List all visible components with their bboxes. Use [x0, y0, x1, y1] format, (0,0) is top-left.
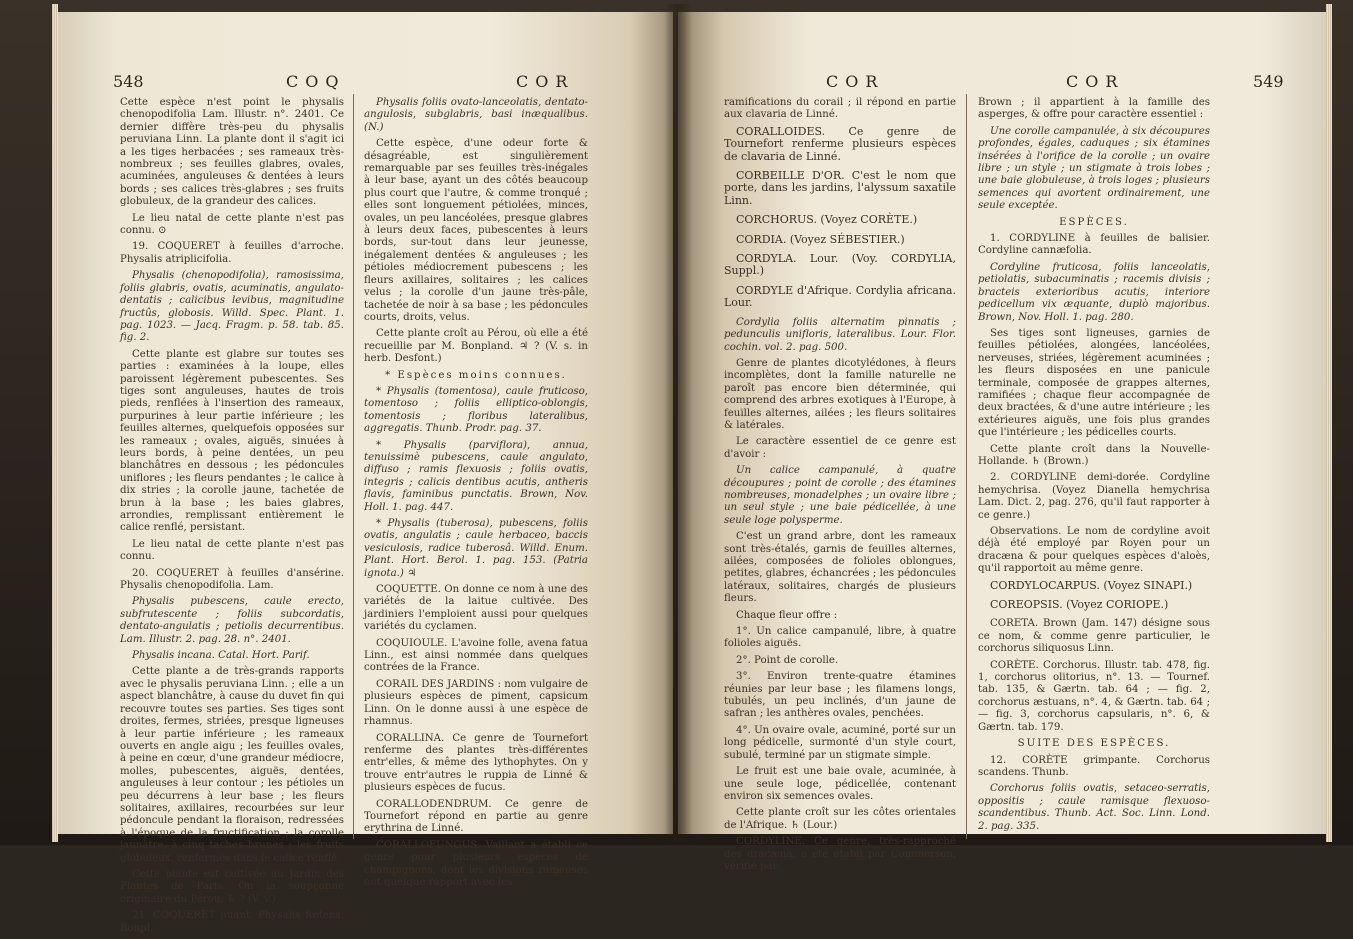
- paragraph: Le lieu natal de cette plante n'est pas connu.: [120, 538, 344, 563]
- paragraph: Physalis pubescens, caule erecto, subfrutescente ; foliis subcordatis, dentato-angulatis ; petiolis decurrentibus. Lam. Illustr. 2. pag. 28. n°. 2401.: [120, 596, 344, 645]
- paragraph: Cette espèce n'est point le physalis chenopodifolia Lam. Illustr. n°. 2401. Ce dernier diffère très-peu du physalis peruviana Linn. La plante dont il s'agit ici a les tiges herbacées ; ses rameaux très-nombreux ; ses feuilles glabres, ovales, acuminées, anguleuses & dentées à leurs bords ; ses calices très-glabres ; ses fruits globuleux, de la grandeur des calices.: [120, 97, 344, 208]
- column-rule: [966, 94, 967, 839]
- left-column-a: [120, 97, 344, 939]
- left-column-b: [364, 97, 588, 893]
- paragraph: CORETA. Brown (Jam. 147) désigne sous ce nom, & comme genre particulier, le corchorus siliquosus Linn.: [978, 618, 1210, 655]
- paragraph: CORALLINA. Ce genre de Tournefort renferme des plantes très-différentes entr'elles, & même des lythophytes. On y trouve entr'autres le ruppia de Linné & plusieurs espèces de fucus.: [364, 732, 588, 794]
- paragraph: CORAIL DES JARDINS : nom vulgaire de plusieurs espèces de piment, capsicum Linn. On le donne aussi à une espèce de rhamnus.: [364, 678, 588, 728]
- column-rule: [353, 94, 354, 839]
- paragraph: 20. COQUERET à feuilles d'ansérine. Physalis chenopodifolia. Lam.: [120, 567, 344, 592]
- paragraph: Cette plante croît au Pérou, où elle a été recueillie par M. Bonpland. ♃ ? (V. s. in herb. Desfont.): [364, 328, 588, 365]
- paragraph: Cette plante croît dans la Nouvelle-Hollande. ♄ (Brown.): [978, 443, 1210, 467]
- paragraph: Ses tiges sont ligneuses, garnies de feuilles pétiolées, alongées, lancéolées, nerveuses, striées, légèrement acuminées ; les fleurs disposées en une panicule terminale, composée de grappes alternes, ramifiées ; chaque fleur accompagnée de deux bractées, & d'une autre intérieure ; les extérieures aiguës, une fois plus grandes que l'intérieure ; les pédicelles courts.: [978, 327, 1210, 439]
- paragraph: 12. CORÈTE grimpante. Corchorus scandens. Thunb.: [978, 754, 1210, 778]
- paragraph: Brown ; il appartient à la famille des asperges, & offre pour caractère essentiel :: [978, 97, 1210, 121]
- paragraph: 1°. Un calice campanulé, libre, à quatre folioles aiguës.: [724, 626, 956, 650]
- paragraph: ramifications du corail ; il répond en partie aux clavaria de Linné.: [724, 97, 956, 121]
- paragraph: Cette plante croît sur les côtes orientales de l'Afrique. ♄ (Lour.): [724, 807, 956, 831]
- paragraph: Physalis (chenopodifolia), ramosissima, foliis glabris, ovatis, acuminatis, angulato-dentatis ; calicibus levibus, magnitudine fructûs, globosis. Willd. Spec. Plant. 1. pag. 1023. — Jacq. Fragm. p. 58. tab. 85. fig. 2.: [120, 270, 344, 344]
- paragraph: Cordyline fruticosa, foliis lanceolatis, petiolatis, subacuminatis ; racemis divisis ; bracteis exterioribus acutis, interiore pedicellum vix æquante, duplò majoribus. Brown, Nov. Holl. 1. pag. 280.: [978, 261, 1210, 323]
- left-running-head-b: COR: [516, 72, 575, 91]
- paragraph: CORÈTE. Corchorus. Illustr. tab. 478, fig. 1, corchorus olitorius, n°. 13. — Tournef. tab. 135, & Gærtn. tab. 64 ; — fig. 2, corchorus æstuans, n°. 4, & Gærtn. tab. 64 ; — fig. 3, corchorus capsularis, n°. 6, & Gærtn. tab. 179.: [978, 659, 1210, 733]
- paragraph: Physalis incana. Catal. Hort. Parif.: [132, 650, 310, 662]
- paragraph: Cette espèce, d'une odeur forte & désagréable, est singulièrement remarquable par ses feuilles très-inégales à leur base, ayant un des côtés beaucoup plus court que l'autre, & comme tronqué ; elles sont longuement pétiolées, minces, ovales, un peu lancéolées, presque glabres à leurs deux faces, pubescentes à leurs bords, sur-tout dans leur jeunesse, inégalement dentées & anguleuses ; les pétioles médiocrement pubescens ; les fleurs axillaires, solitaires ; les calices velus ; la corolle d'un jaune très-pâle, tachetée de noir à sa base ; les pédoncules courts, droits, velus.: [364, 138, 588, 323]
- paragraph: Le lieu natal de cette plante n'est pas connu. ⊙: [120, 212, 344, 237]
- paragraph: CORBEILLE D'OR. C'est le nom que porte, dans les jardins, l'alyssum saxatile Linn.: [724, 169, 956, 207]
- right-running-head-b: COR: [1066, 72, 1125, 91]
- paragraph: CORDYLE d'Afrique. Cordylia africana. Lour.: [724, 283, 956, 310]
- paragraph: CORALLOFUNGUS. Vaillant a établi ce genre pour plusieurs espèces de champignons, dont les divisions rameuses ont quelque rapport avec les: [364, 839, 588, 888]
- paragraph: 2°. Point de corolle.: [736, 654, 839, 666]
- paragraph: Corchorus foliis ovatis, setaceo-serratis, oppositis ; caule ramisque flexuoso-scandentibus. Thunb. Act. Soc. Linn. Lond. 2. pag. 335.: [978, 783, 1210, 832]
- right-running-head-a: COR: [826, 72, 885, 91]
- paragraph: 3°. Environ trente-quatre étamines réunies par leur base ; les filamens longs, tubulés, un peu inclinés, d'un jaune de safran ; les anthères ovales, penchées.: [724, 671, 956, 720]
- paragraph: 19. COQUERET à feuilles d'arroche. Physalis atriplicifolia.: [120, 241, 344, 265]
- paragraph: COQUIOULE. L'avoine folle, avena fatua Linn., est ainsi nommée dans quelques contrées de la France.: [364, 637, 588, 674]
- open-book: [58, 4, 1328, 934]
- paragraph: SUITE DES ESPÈCES.: [1017, 738, 1171, 750]
- paragraph: Cette plante a de très-grands rapports avec le physalis peruviana Linn. ; elle a un aspect blanchâtre, à cause du duvet fin qui recouvre toutes ses parties. Ses tiges sont droites, fermes, striées, presque ligneuses à leur partie inférieure ; les rameaux ouverts en angle aigu ; les feuilles ovales, à peine en cœur, d'une grandeur médiocre, molles, pubescentes, aiguës, dentées, anguleuses à leur contour ; les pétioles un peu décurrens à leur base ; les fleurs solitaires, axillaires, recourbées sur leur pédoncule pendant la floraison, redressées à l'époque de la fructification ; la corolle jaunâtre, à cinq taches brunes ; les fruits globuleux, renfermés dans le calice renflé.: [120, 666, 344, 864]
- paragraph: Physalis foliis ovato-lanceolatis, dentato-angulosis, subglabris, basi inæqualibus. (N.): [364, 97, 588, 133]
- right-column-a: [724, 97, 956, 877]
- paragraph: CORALLODENDRUM. Ce genre de Tournefort répond en partie au genre erythrina de Linné.: [364, 798, 588, 835]
- paragraph: * Physalis (tomentosa), caule fruticoso, tomentoso ; foliis elliptico-oblongis, tomentosis ; floribus lateralibus, aggregatis. Thunb. Prodr. pag. 37.: [364, 385, 588, 435]
- paragraph: * Espèces moins connues.: [385, 369, 567, 381]
- paragraph: 1. CORDYLINE à feuilles de balisier. Cordyline cannæfolia.: [978, 233, 1210, 257]
- right-page-stack: [1326, 4, 1332, 842]
- paragraph: ESPÈCES.: [1059, 216, 1129, 228]
- paragraph: Une corolle campanulée, à six découpures profondes, égales, caduques ; six étamines insérées à l'orifice de la corolle ; un ovaire libre ; un style ; un stigmate à trois lobes ; une baie globuleuse, à trois loges ; plusieurs semences qui avortent ordinairement, une seule exceptée.: [978, 125, 1210, 212]
- left-running-head-a: COQ: [286, 72, 346, 91]
- paragraph: CORDYLA. Lour. (Voy. CORDYLIA, Suppl.): [724, 252, 956, 278]
- paragraph: CORDYLOCARPUS. (Voyez SINAPI.): [990, 578, 1193, 592]
- paragraph: COREOPSIS. (Voyez CORIOPE.): [990, 598, 1169, 612]
- paragraph: Le fruit est une baie ovale, acuminée, à une seule loge, pédicellée, contenant environ six semences ovales.: [724, 766, 956, 802]
- paragraph: * Physalis (parviflora), annua, tenuissimè pubescens, caule angulato, diffuso ; ramis flexuosis ; foliis ovatis, integris ; calicis dentibus acutis, antheris flavis, faminibus punctatis. Brown, Nov. Holl. 1. pag. 447.: [364, 439, 588, 513]
- paragraph: CORDIA. (Voyez SÉBESTIER.): [736, 232, 905, 246]
- paragraph: Cette plante est glabre sur toutes ses parties : examinées à la loupe, elles paroissent légèrement pubescentes. Ses tiges sont anguleuses, hautes de trois pieds, renflées à l'insertion des rameaux, purpurines à leur partie inférieure ; les feuilles alternes, quelquefois opposées sur les rameaux ; ovales, aiguës, sinuées à leurs bords, à peine dentées, un peu blanchâtres en dessous ; les pédoncules uniflores ; les fleurs pendantes ; le calice à dix stries ; la corolle jaune, tachetée de brun à la base ; les baies glabres, arrondies, remplissant entièrement le calice renflé, persistant.: [120, 348, 344, 534]
- left-page: [58, 12, 673, 934]
- paragraph: COQUETTE. On donne ce nom à une des variétés de la laitue cultivée. Des jardiniers l'emploient aussi pour quelques variétés du cyclamen.: [364, 584, 588, 633]
- paragraph: Un calice campanulé, à quatre découpures ; point de corolle ; des étamines nombreuses, monadelphes ; un ovaire libre ; un seul style ; une baie pédicellée, à une seule loge polysperme.: [724, 465, 956, 526]
- paragraph: CORDYLINE. Ce genre, très-rapproché des dracæna, a été établi par Commerson, vérifié par: [724, 836, 956, 872]
- paragraph: Cette plante est cultivée au Jardin des Plantes de Paris. On la soupçonne originaire du Pérou. ♄ ? (V. v.): [120, 868, 344, 905]
- right-column-b: [978, 97, 1210, 837]
- paragraph: 4°. Un ovaire ovale, acuminé, porté sur un long pédicelle, surmonté d'un style court, subulé, terminé par un stigmate simple.: [724, 724, 956, 761]
- right-page-number: 549: [1253, 72, 1284, 91]
- paragraph: CORCHORUS. (Voyez CORÈTE.): [736, 213, 918, 227]
- paragraph: Chaque fleur offre :: [736, 609, 838, 621]
- paragraph: 2. CORDYLINE demi-dorée. Cordyline hemychrisa. (Voyez Dianella hemychrisa Lam. Dict. 2, pag. 276, qu'il faut rapporter à ce genre.): [978, 472, 1210, 521]
- paragraph: C'est un grand arbre, dont les rameaux sont très-étalés, garnis de feuilles alternes, ailées, composées de folioles oblongues, petites, glabres, échancrées ; les pédoncules latéraux, solitaires, chargés de plusieurs fleurs.: [724, 531, 956, 605]
- paragraph: Observations. Le nom de cordyline avoit déjà été employé par Royen pour un dracæna & pour quelques espèces d'aloès, qu'il rapportoit au même genre.: [978, 526, 1210, 575]
- paragraph: * Physalis (tuberosa), pubescens, foliis ovatis, angulatis ; caule herbaceo, baccis vesiculosis, radice tuberosâ. Willd. Enum. Plant. Hort. Berol. 1. pag. 153. (Patria ignota.) ♃: [364, 518, 588, 579]
- left-page-number: 548: [113, 72, 144, 91]
- paragraph: CORALLOIDES. Ce genre de Tournefort renferme plusieurs espèces de clavaria de Linné.: [724, 124, 956, 163]
- paragraph: 21. COQUERET puant. Physalis fœtens. Bonpl.: [120, 910, 344, 934]
- paragraph: Genre de plantes dicotylédones, à fleurs incomplètes, dont la famille naturelle ne paroît pas encore bien déterminée, qui comprend des arbres exotiques à l'Europe, à feuilles alternes, ailées ; les fleurs solitaires & latérales.: [724, 357, 956, 431]
- book-gutter: [664, 4, 692, 842]
- paragraph: Le caractère essentiel de ce genre est d'avoir :: [724, 436, 956, 460]
- paragraph: Cordylia foliis alternatim pinnatis ; pedunculis unifloris, lateralibus. Lour. Flor. cochin. vol. 2. pag. 500.: [724, 316, 956, 353]
- right-page: [678, 12, 1326, 872]
